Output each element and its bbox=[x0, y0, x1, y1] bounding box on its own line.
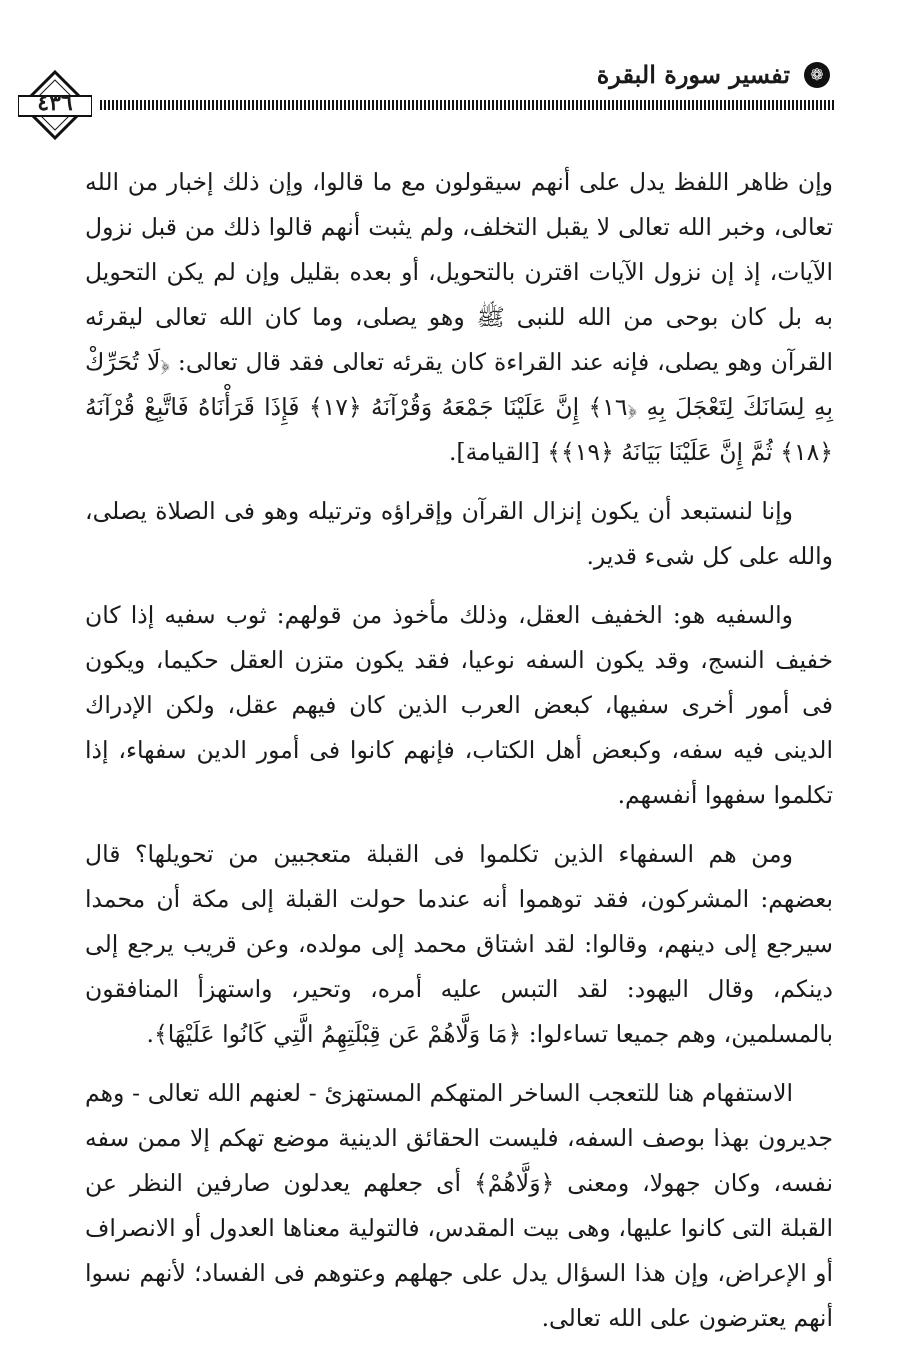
header-rule bbox=[100, 100, 835, 110]
paragraph: وإنا لنستبعد أن يكون إنزال القرآن وإقراؤه وترتيله وهو فى الصلاة يصلى، والله على كل شىء قدير. bbox=[85, 497, 833, 570]
paragraph: الاستفهام هنا للتعجب الساخر المتهكم المستهزئ - لعنهم الله تعالى - وهم جديرون بهذا بوصف السفه، فليست الحقائق الدينية موضع تهكم إلا ممن سفه نفسه، وكان جهولا، ومعنى ﴿وَلَّاهُمْ﴾ أى جعلهم يعدلون صارفين النظر عن القبلة التى كانوا عليها، وهى بيت المقدس، فالتولية معناها العدول أو الانصراف أو الإعراض، وإن هذا السؤال يدل على جهلهم وعتوهم فى الفساد؛ لأنهم نسوا أنهم يعترضون على الله تعالى. bbox=[85, 1079, 833, 1332]
running-header bbox=[100, 60, 830, 100]
paragraph: والسفيه هو: الخفيف العقل، وذلك مأخوذ من قولهم: ثوب سفيه إذا كان خفيف النسج، وقد يكون السفه نوعيا، فقد يكون متزن العقل حكيما، ويكون فى أمور أخرى سفيها، كبعض العرب الذين كان فيهم عقل، ولكن الإدراك الدينى فيه سفه، وكبعض أهل الكتاب، فإنهم كانوا فى أمور الدين سفهاء، إذا تكلموا سفهوا أنفسهم. bbox=[85, 601, 833, 809]
page-number: ٤٣٦ bbox=[37, 90, 73, 116]
paragraph: وإن ظاهر اللفظ يدل على أنهم سيقولون مع ما قالوا، وإن ذلك إخبار من الله تعالى، وخبر الله تعالى لا يقبل التخلف، ولم يثبت أنهم قالوا ذلك من قبل نزول الآيات، إذ إن نزول الآيات اقترن بالتحويل، أو بعده بقليل وإن لم يكن التحويل به بل كان بوحى من الله للنبى ﷺ وهو يصلى، وما كان الله تعالى ليقرئه القرآن وهو يصلى، فإنه عند القراءة كان يقرئه تعالى فقد قال تعالى: ﴿لَا تُحَرِّكْ بِهِ لِسَانَكَ لِتَعْجَلَ بِهِ ﴿١٦﴾ إِنَّ عَلَيْنَا جَمْعَهُ وَقُرْآنَهُ ﴿١٧﴾ فَإِذَا قَرَأْنَاهُ فَاتَّبِعْ قُرْآنَهُ ﴿١٨﴾ ثُمَّ إِنَّ عَلَيْنَا بَيَانَهُ ﴿١٩﴾﴾ [القيامة]. bbox=[85, 168, 833, 466]
page-number-badge bbox=[18, 68, 92, 142]
header-title: تفسير سورة البقرة bbox=[596, 60, 790, 89]
body-text bbox=[85, 160, 833, 1355]
paragraph: ومن هم السفهاء الذين تكلموا فى القبلة متعجبين من تحويلها؟ قال بعضهم: المشركون، فقد توهموا أنه عندما حولت القبلة إلى مكة أن محمدا سيرجع إلى دينهم، وقالوا: لقد اشتاق محمد إلى مولده، وعن قريب يرجع إلى دينكم، وقال اليهود: لقد التبس عليه أمره، وتحير، واستهزأ المنافقون بالمسلمين، وهم جميعا تساءلوا: ﴿مَا وَلَّاهُمْ عَن قِبْلَتِهِمُ الَّتِي كَانُوا عَلَيْهَا﴾. bbox=[85, 840, 833, 1048]
flower-ornament-icon: ❁ bbox=[804, 62, 830, 88]
